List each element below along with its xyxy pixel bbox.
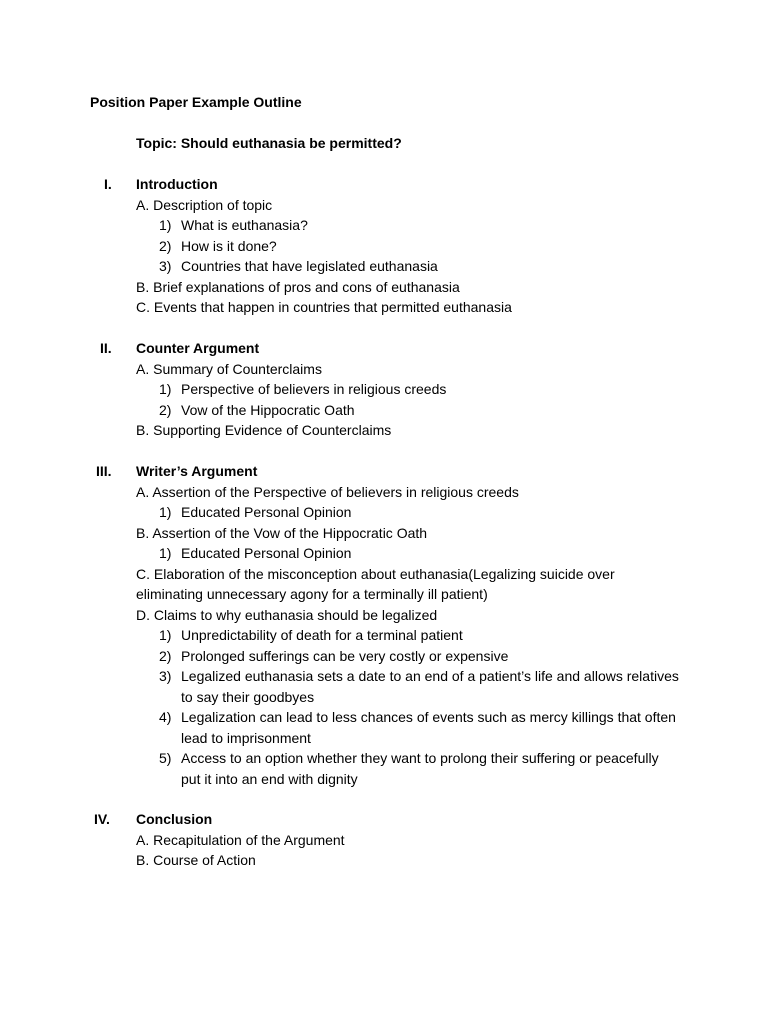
topic-line: Topic: Should euthanasia be permitted? [136,135,402,151]
section-numeral: II. [100,340,112,356]
outline-item: C. Elaboration of the misconception about euthanasia(Legalizing suicide over eliminating unnecessary agony for a terminally ill patient) [136,565,615,602]
outline-item: 2) Vow of the Hippocratic Oath [159,401,355,418]
outline-item: B. Brief explanations of pros and cons of euthanasia [136,278,460,295]
section-heading: Conclusion [136,811,213,827]
outline-item: 1) Unpredictability of death for a terminal patient [159,627,463,643]
outline-item: 1) Educated Personal Opinion [159,545,352,561]
outline-item: A. Description of topic [136,196,273,213]
outline-item: B. Supporting Evidence of Counterclaims [136,422,392,438]
outline-item: 2) How is it done? [159,237,277,254]
section-heading: Writer’s Argument [136,463,258,479]
outline-item: A. Assertion of the Perspective of believers in religious creeds [136,483,519,500]
outline-item: 3) Legalized euthanasia sets a date to an end of a patient’s life and allows relatives to say their goodbyes [159,668,679,705]
outline-item: 4) Legalization can lead to less chances of events such as mercy killings that often lead to imprisonment [159,709,676,746]
outline-item: A. Recapitulation of the Argument [136,831,345,848]
outline-item: 1) Perspective of believers in religious creeds [159,381,447,397]
outline-item: 3) Countries that have legislated euthanasia [159,258,438,274]
outline-item: D. Claims to why euthanasia should be legalized [136,606,438,623]
section-numeral: I. [104,176,112,192]
section-numeral: III. [96,463,112,479]
outline-item: B. Course of Action [136,852,256,868]
outline-item: 5) Access to an option whether they want to prolong their suffering or peacefully put it into an end with dignity [159,750,659,787]
outline-item: A. Summary of Counterclaims [136,360,322,377]
outline-item: 1) Educated Personal Opinion [159,504,352,520]
section-heading: Counter Argument [136,340,260,356]
section-numeral: IV. [94,811,110,827]
outline-item: B. Assertion of the Vow of the Hippocratic Oath [136,524,428,541]
outline-item: 2) Prolonged sufferings can be very costly or expensive [159,647,509,664]
outline-item: C. Events that happen in countries that permitted euthanasia [136,299,512,315]
section-heading: Introduction [136,176,218,192]
outline-item: 1) What is euthanasia? [159,217,308,233]
document-title: Position Paper Example Outline [90,94,302,110]
